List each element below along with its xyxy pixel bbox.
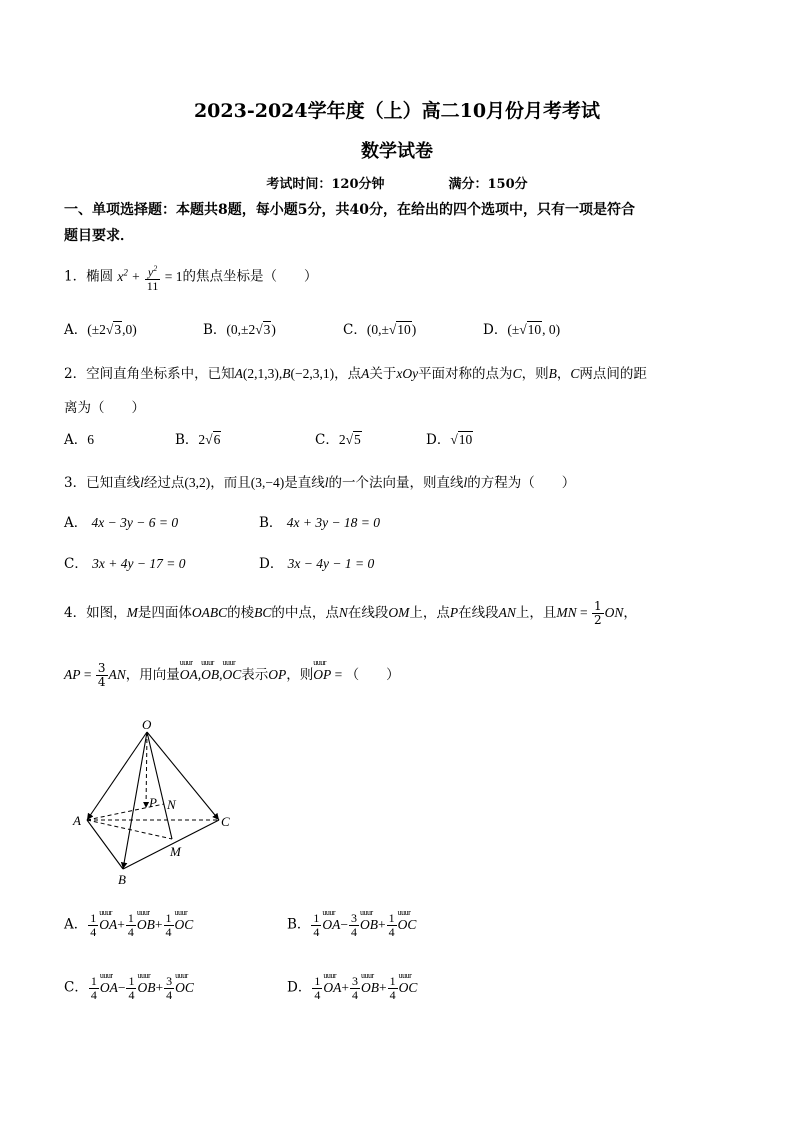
exam-subtitle: 数学试卷 xyxy=(361,141,433,162)
q1-option-b[interactable]: B．(0,±2√3) xyxy=(203,322,276,338)
exam-score: 满分：150分 xyxy=(448,177,528,192)
tetrahedron-figure xyxy=(64,712,244,892)
q3-option-d[interactable]: D． 3x − 4y − 1 = 0 xyxy=(259,556,375,572)
exam-meta xyxy=(0,173,794,192)
question-1: 1．椭圆 $x^2$ + $\frac{y^2}{11}$ = 1的焦点坐标是（ ） xyxy=(64,264,318,293)
label-c: C xyxy=(221,814,230,829)
q4-option-b[interactable]: B． $\frac{1}{4}$ uuur OA− $\frac{3}{4}$ uuur OB+ $\frac{1}{4}$ uuur OC xyxy=(287,912,416,939)
q1-option-d[interactable]: D．(±√10, 0) xyxy=(483,322,561,338)
q4-option-c[interactable]: C． $\frac{1}{4}$ uuur OA− $\frac{1}{4}$ uuur OB+ $\frac{3}{4}$ uuur OC xyxy=(64,975,194,1002)
q2-option-d[interactable]: D．√10 xyxy=(426,432,473,448)
q3-option-a[interactable]: A． 4x − 3y − 6 = 0 xyxy=(64,515,179,531)
edge-oa xyxy=(87,732,147,820)
q3-option-c[interactable]: C． 3x + 4y − 17 = 0 xyxy=(64,556,186,572)
q4-option-a[interactable]: A． $\frac{1}{4}$ uuur OA+ $\frac{1}{4}$ uuur OB+ $\frac{1}{4}$ uuur OC xyxy=(64,912,193,939)
section-heading-line1: 一、单项选择题：本题共8题，每小题5分，共40分，在给出的四个选项中，只有一项是符合 xyxy=(64,202,635,218)
q1-equation: $x^2$ + $\frac{y^2}{11}$ = 1 xyxy=(117,264,183,293)
question-4-line2: AP = $\frac{3}{4}$ AN，用向量uuur OA,uuur OB,uuur OC表示OP，则uuur OP = （ ） xyxy=(64,662,400,689)
question-3: 3．已知直线l经过点(3,2)，而且(3,−4)是直线l的一个法向量，则直线l的方程为（ ） xyxy=(64,475,576,491)
section-heading-line2: 题目要求． xyxy=(64,228,134,244)
q2-option-a[interactable]: A．6 xyxy=(64,432,94,448)
q4-option-d[interactable]: D． $\frac{1}{4}$ uuur OA+ $\frac{3}{4}$ uuur OB+ $\frac{1}{4}$ uuur OC xyxy=(287,975,417,1002)
q2-option-c[interactable]: C．2√5 xyxy=(315,432,361,448)
exam-time: 考试时间：120分钟 xyxy=(266,177,385,192)
label-a: A xyxy=(73,813,81,828)
segment-am xyxy=(87,820,172,839)
label-m: M xyxy=(170,844,181,859)
q1-option-a[interactable]: A．(±2√3,0) xyxy=(64,322,137,338)
question-4-line1: 4．如图，M是四面体OABC的棱BC的中点，点N在线段OM上，点P在线段AN上，且MN = $\frac{1}{2}$ ON， xyxy=(64,599,637,627)
label-o: O xyxy=(142,717,152,732)
label-b: B xyxy=(118,872,126,887)
question-2-line2: 离为（ ） xyxy=(64,400,145,416)
label-n: N xyxy=(167,797,176,812)
q3-option-b[interactable]: B． 4x + 3y − 18 = 0 xyxy=(259,515,381,531)
q1-option-c[interactable]: C．(0,±√10) xyxy=(343,322,417,338)
exam-title: 2023-2024学年度（上）高二10月份月考考试 xyxy=(193,100,601,122)
question-2-line1: 2．空间直角坐标系中，已知A(2,1,3),B(−2,3,1)，点A关于xOy平面对称的点为C，则B，C两点间的距 xyxy=(64,366,647,382)
label-p: P xyxy=(149,795,157,810)
q2-option-b[interactable]: B．2√6 xyxy=(175,432,221,448)
edge-ob xyxy=(123,732,147,869)
vector-op xyxy=(146,732,147,808)
